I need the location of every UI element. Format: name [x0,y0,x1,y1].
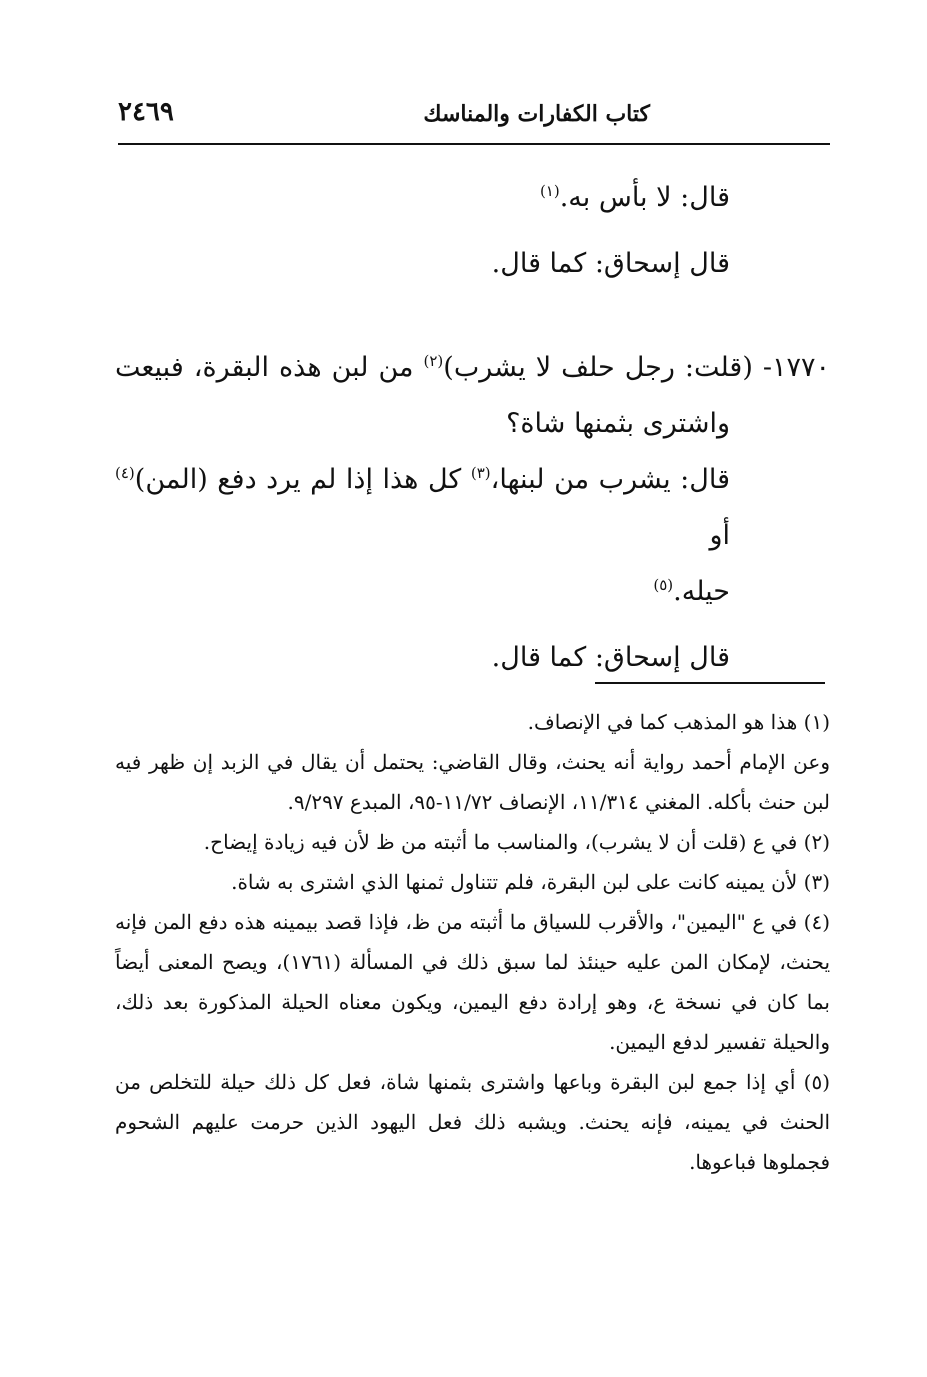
footnote-2: (٢) في ع (قلت أن لا يشرب)، والمناسب ما أثبته من ظ لأن فيه زيادة إيضاح. [203,830,830,854]
text-line [115,452,830,564]
question-number: ١٧٧٠- [762,352,830,383]
footnote-ref: (١) [539,182,560,200]
header-rule [118,143,830,145]
footnote-5: (٥) أي إذا جمع لبن البقرة وباعها واشترى بثمنها شاة، فعل كل ذلك حيلة للتخلص من الحنث في يمينه، فإنه يحنث. ويشبه ذلك فعل اليهود الذين حرمت عليهم الشحوم فجملوها فباعوها. [115,1070,830,1174]
entry-first-line [115,340,830,396]
text-line [115,396,830,452]
text-line [115,630,830,686]
text-line [115,170,730,226]
spacer [115,226,730,236]
text-span: قال إسحاق: كما قال. [491,248,730,279]
text-span: قال: يشرب من لبنها، [490,464,730,495]
page-number: ٢٤٦٩ [118,97,174,127]
question-entry [115,340,830,686]
text-span: واشترى بثمنها شاة؟ [506,408,730,439]
spacer [115,620,830,630]
footnote-1: (١) هذا هو المذهب كما في الإنصاف. [527,710,830,734]
text-span: من لبن هذه البقرة، فبيعت [115,352,424,383]
footnotes [115,702,830,1182]
footnote-separator [595,682,825,684]
text-span: حيله. [673,576,730,607]
text-span: قال: لا بأس به. [559,182,730,213]
footnote-ref: (٢) [423,352,444,370]
text-span: كل هذا إذا لم يرد دفع (المن) [134,464,471,495]
footnote-3: (٣) لأن يمينه كانت على لبن البقرة، فلم تتناول ثمنها الذي اشترى به شاة. [231,870,830,894]
main-text [115,170,730,292]
text-line [115,564,830,620]
footnote-ref: (٥) [653,576,674,594]
footnote-1-continued: وعن الإمام أحمد رواية أنه يحنث، وقال القاضي: يحتمل أن يقال في الزبد إن ظهر فيه لبن حنث بأكله. المغني ١١/٣١٤، الإنصاف ١١/٧٢-٩٥، المبدع ٩/٢٩٧. [115,750,830,814]
text-span: أو [709,520,730,551]
footnote-ref: (٤) [115,464,135,482]
footnote-4: (٤) في ع "اليمين"، والأقرب للسياق ما أثبته من ظ، فإذا قصد بيمينه هذه دفع المن فإنه يحنث، لإمكان المن عليه حينئذ لما سبق ذلك في المسألة (١٧٦١)، ويصح المعنى أيضاً بما كان في نسخة ع، وهو إرادة دفع اليمين، ويكون معناه الحيلة المذكورة بعد ذلك، والحيلة تفسير لدفع اليمين. [115,910,831,1054]
text-span: قال إسحاق: كما قال. [491,642,730,673]
text-span: (قلت: رجل حلف لا يشرب) [443,352,763,383]
page-header [118,95,830,135]
running-title: كتاب الكفارات والمناسك [423,101,650,127]
footnote-ref: (٣) [470,464,491,482]
text-line [115,236,730,292]
